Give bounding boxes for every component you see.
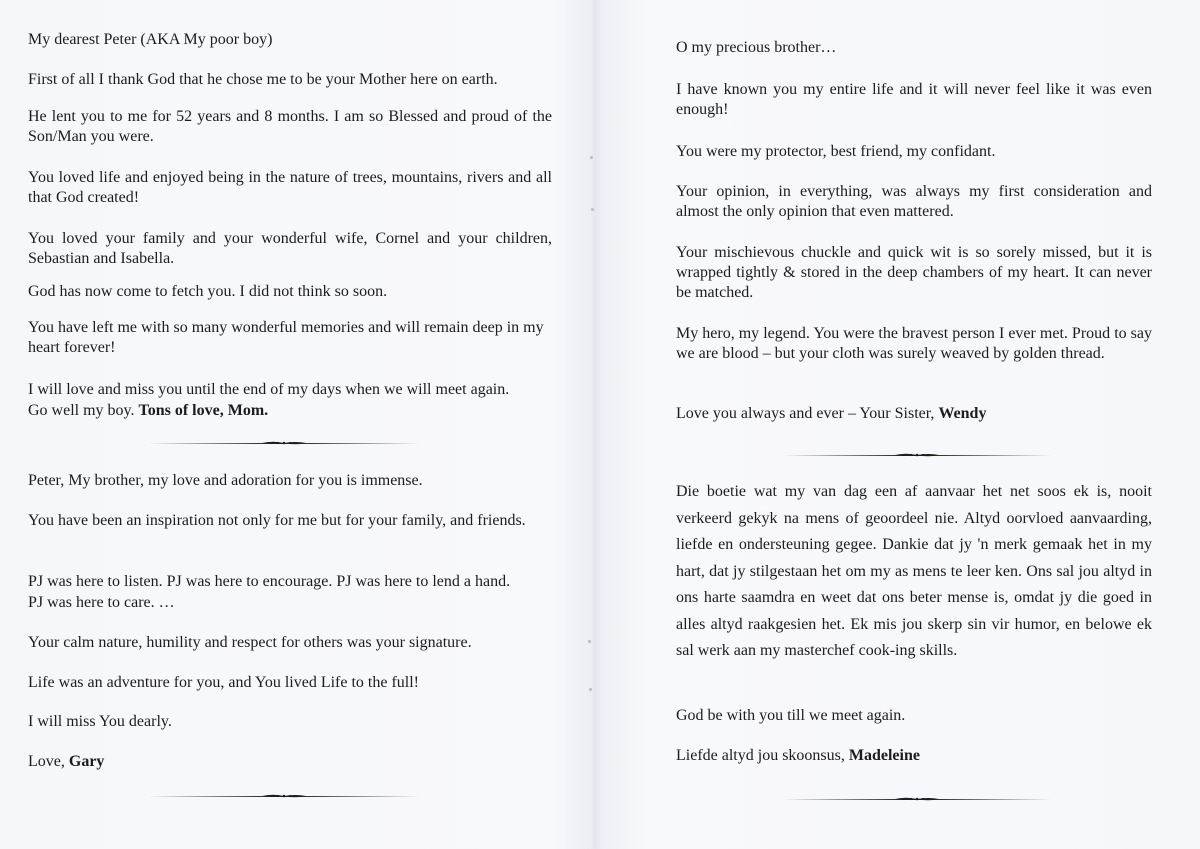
madeleine-paragraph-2: God be with you till we meet again. <box>676 707 906 724</box>
mom-paragraph-6: You have left me with so many wonderful memories and will remain deep in my heart forever! <box>28 319 544 356</box>
madeleine-closing <box>676 746 920 766</box>
gary-paragraph-1: Peter, My brother, my love and adoration for you is immense. <box>28 472 423 489</box>
gary-paragraph-2: You have been an inspiration not only for me but for your family, and friends. <box>28 512 526 529</box>
mom-paragraph-5: God has now come to fetch you. I did not think so soon. <box>28 283 388 300</box>
ornamental-divider-icon <box>262 440 306 446</box>
wendy-greeting: O my precious brother… <box>676 39 837 56</box>
wendy-closing-text: Love you always and ever – Your Sister, <box>676 405 935 422</box>
mom-paragraph-1: First of all I thank God that he chose me to be your Mother here on earth. <box>28 71 498 88</box>
paper-speck <box>588 640 591 643</box>
divider-2 <box>148 792 420 800</box>
ornamental-divider-icon <box>895 452 939 458</box>
divider-1 <box>148 439 420 447</box>
divider-4 <box>782 795 1052 803</box>
mom-farewell <box>28 401 268 421</box>
mom-paragraph-3: You loved life and enjoyed being in the nature of trees, mountains, rivers and all that God created! <box>28 169 552 206</box>
paper-speck <box>589 688 592 691</box>
mom-paragraph-2: He lent you to me for 52 years and 8 months. I am so Blessed and proud of the Son/Man you were. <box>28 108 552 145</box>
wendy-signature: Wendy <box>938 405 987 422</box>
wendy-paragraph-5: My hero, my legend. You were the bravest person I ever met. Proud to say we are blood – but your cloth was surely weaved by golden thread. <box>676 325 1152 362</box>
paper-speck <box>590 156 593 159</box>
gary-paragraph-3-line-1: PJ was here to listen. PJ was here to encourage. PJ was here to lend a hand. <box>28 573 511 590</box>
wendy-paragraph-1: I have known you my entire life and it will never feel like it was even enough! <box>676 81 1152 118</box>
ornamental-divider-icon <box>895 796 939 802</box>
gary-paragraph-3-line-2: PJ was here to care. … <box>28 594 175 611</box>
wendy-paragraph-4: Your mischievous chuckle and quick wit is so sorely missed, but it is wrapped tightly & stored in the deep chambers of my heart. It can never be matched. <box>676 244 1152 301</box>
gary-paragraph-4: Your calm nature, humility and respect for others was your signature. <box>28 634 472 651</box>
wendy-paragraph-3: Your opinion, in everything, was always my first consideration and almost the only opinion that even mattered. <box>676 183 1152 220</box>
madeleine-closing-text: Liefde altyd jou skoonsus, <box>676 747 845 764</box>
madeleine-signature: Madeleine <box>848 747 920 764</box>
mom-farewell-text: Go well my boy. <box>28 402 135 419</box>
gary-closing-text: Love, <box>28 753 65 770</box>
madeleine-paragraph-1: Die boetie wat my van dag een af aanvaar het net soos ek is, nooit verkeerd gekyk na mens of geoordeel nie. Altyd oorvloed aanvaarding, liefde en ondersteuning gegee. Dankie dat jy 'n merk gemaak het in my hart, dat jy stilgestaan het om my as mens te leer ken. Ons sal jou altyd in ons harte saamdra en weet dat ons beter mense is, omdat jy die goed in alles altyd raakgesien het. Ek mis jou skerp sin vir humor, en belowe ek sal werk aan my masterchef cook-ing skills. <box>676 483 1152 659</box>
gary-closing <box>28 752 104 772</box>
gary-paragraph-6: I will miss You dearly. <box>28 713 172 730</box>
mom-paragraph-4: You loved your family and your wonderful wife, Cornel and your children, Sebastian and Isabella. <box>28 230 552 267</box>
wendy-closing <box>676 404 986 424</box>
mom-paragraph-7: I will love and miss you until the end of my days when we will meet again. <box>28 381 510 398</box>
gary-paragraph-5: Life was an adventure for you, and You lived Life to the full! <box>28 674 420 691</box>
wendy-paragraph-2: You were my protector, best friend, my confidant. <box>676 143 996 160</box>
divider-3 <box>782 451 1052 459</box>
gary-signature: Gary <box>68 753 105 770</box>
mom-signature: Tons of love, Mom. <box>138 402 269 419</box>
ornamental-divider-icon <box>262 793 306 799</box>
mom-greeting: My dearest Peter (AKA My poor boy) <box>28 31 273 48</box>
paper-speck <box>591 208 594 211</box>
